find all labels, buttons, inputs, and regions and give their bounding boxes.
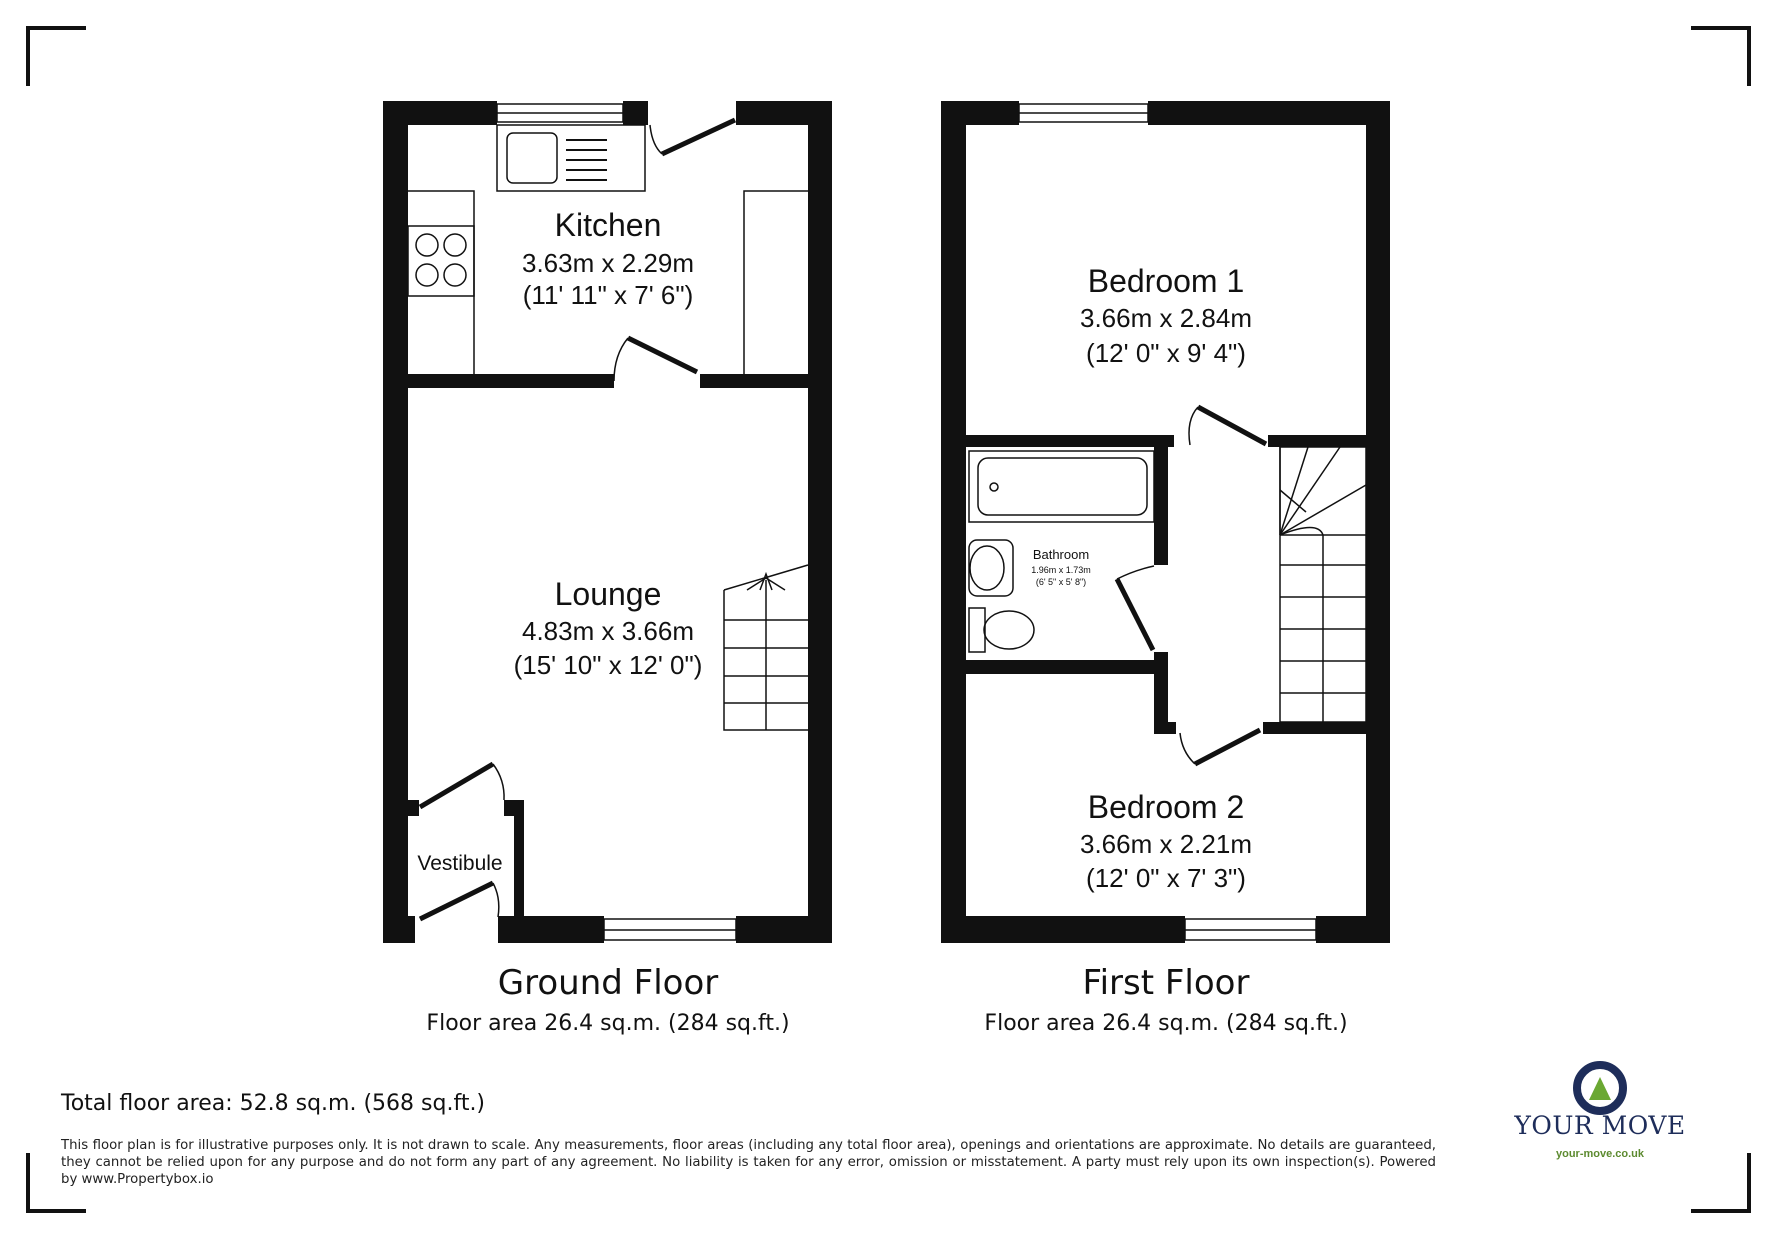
kitchen-imperial: (11' 11" x 7' 6") (522, 280, 694, 310)
your-move-logo-icon (1577, 1065, 1623, 1111)
vestibule-name: Vestibule (417, 852, 503, 875)
total-floor-area: Total floor area: 52.8 sq.m. (568 sq.ft.) (61, 1091, 486, 1116)
first-floor-area: Floor area 26.4 sq.m. (284 sq.ft.) (984, 1011, 1348, 1036)
room-labels (417, 207, 1252, 893)
logo-name: YOUR MOVE (1514, 1111, 1686, 1140)
corner-marks (28, 28, 1749, 1211)
first-floor-title: First Floor (1082, 963, 1250, 1003)
kitchen-name: Kitchen (554, 207, 662, 243)
first-floor-doors (1117, 407, 1266, 764)
bedroom1-imperial: (12' 0" x 9' 4") (1086, 338, 1246, 368)
ground-floor-area: Floor area 26.4 sq.m. (284 sq.ft.) (426, 1011, 790, 1036)
bathroom-name: Bathroom (1032, 547, 1090, 562)
lounge-imperial: (15' 10" x 12' 0") (513, 650, 703, 680)
ground-floor-title: Ground Floor (497, 963, 719, 1003)
lounge-metric: 4.83m x 3.66m (522, 616, 694, 646)
disclaimer-text: This floor plan is for illustrative purposes only. It is not drawn to scale. Any measurements, floor areas (including any total floor area), openings and orientations are approximate. No details are guaranteed, they cannot be relied upon for any purpose and do not form any part of any agreement. No liability is taken for any error, omission or misstatement. A party must rely upon its own inspection(s). Powered by www.Propertybox.io (61, 1138, 1436, 1187)
first-floor-stairs (1280, 447, 1366, 722)
ground-floor-stairs (724, 565, 808, 730)
bedroom1-name: Bedroom 1 (1087, 263, 1245, 299)
logo-url: your-move.co.uk (1555, 1148, 1645, 1160)
kitchen-metric: 3.63m x 2.29m (522, 248, 694, 278)
bedroom2-metric: 3.66m x 2.21m (1080, 829, 1252, 859)
lounge-name: Lounge (554, 576, 662, 612)
bathroom-metric: 1.96m x 1.73m (1031, 565, 1091, 575)
bedroom1-metric: 3.66m x 2.84m (1080, 303, 1252, 333)
bedroom2-name: Bedroom 2 (1087, 789, 1245, 825)
bathroom-imperial: (6' 5" x 5' 8") (1035, 577, 1087, 587)
bedroom2-imperial: (12' 0" x 7' 3") (1086, 863, 1246, 893)
